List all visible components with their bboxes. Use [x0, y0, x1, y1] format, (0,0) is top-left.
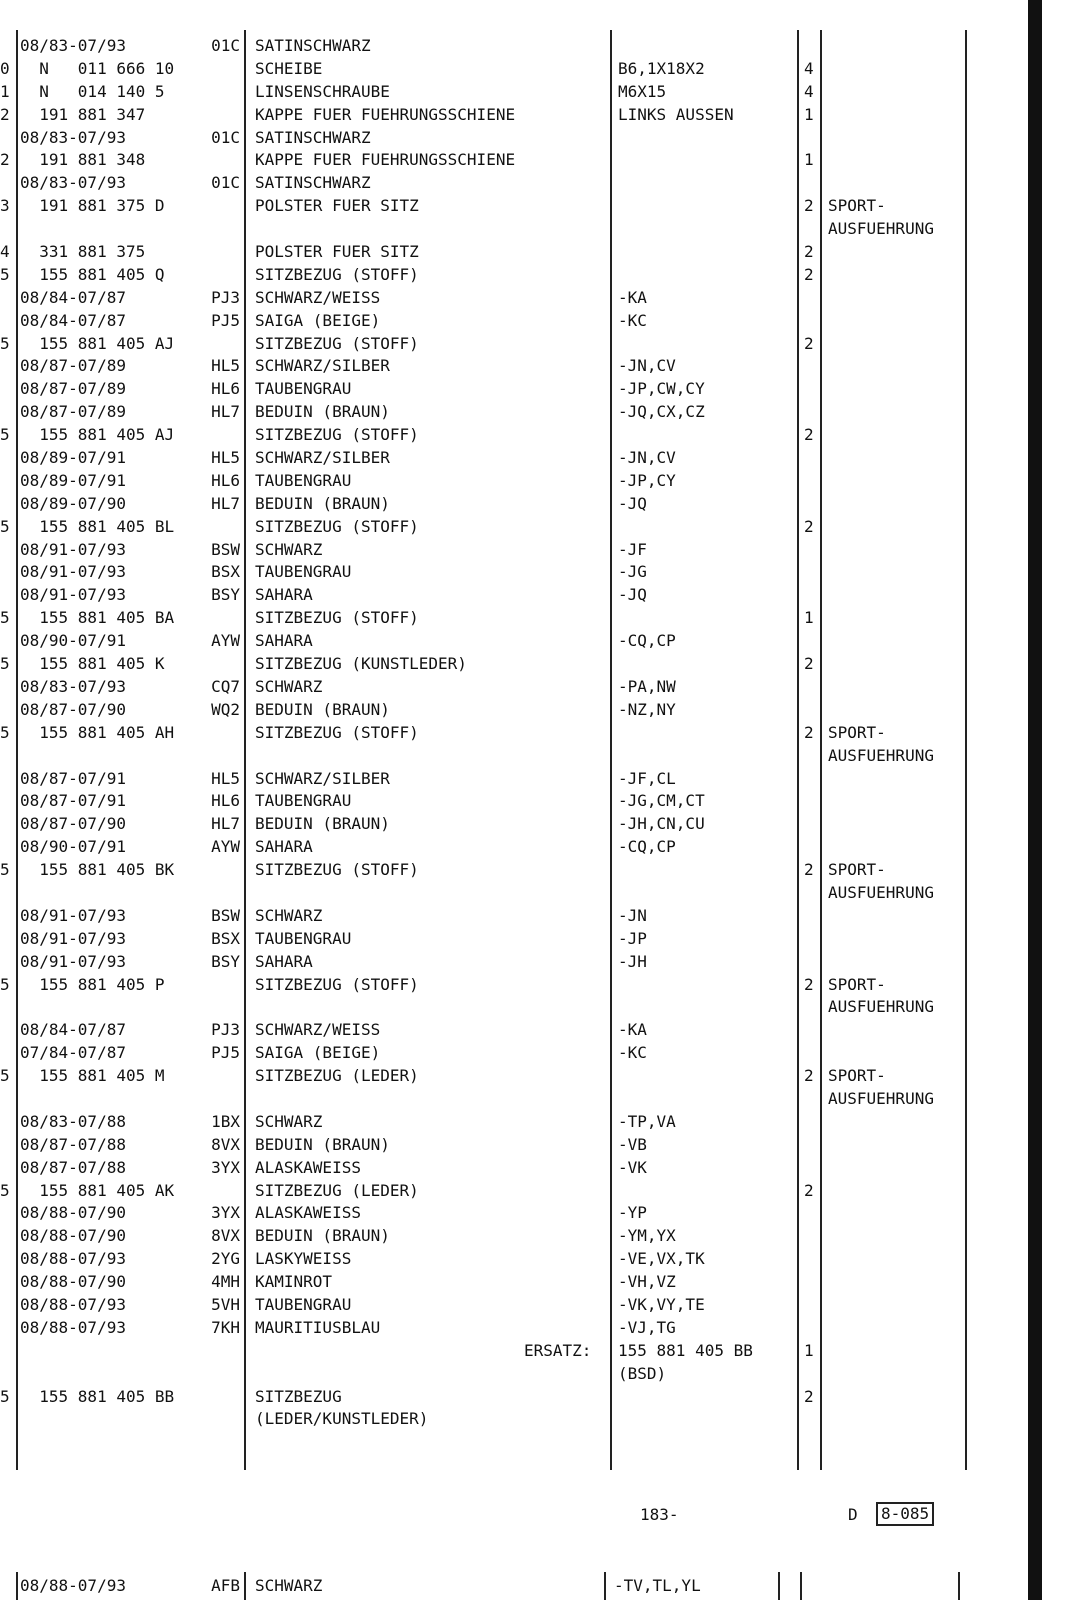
part-number: 08/88-07/93 — [20, 1317, 126, 1337]
part-number: 08/91-07/93 — [20, 562, 126, 582]
table-row — [0, 81, 1040, 104]
table-row — [0, 1180, 1040, 1203]
description: SCHWARZ/WEISS — [255, 1020, 381, 1040]
table-row — [0, 1294, 1040, 1317]
description: KAPPE FUER FUEHRUNGSSCHIENE — [255, 150, 516, 170]
color-code: HL5 — [211, 768, 240, 788]
description: SITZBEZUG (KUNSTLEDER) — [255, 654, 467, 674]
description: BEDUIN (BRAUN) — [255, 699, 390, 719]
description: KAMINROT — [255, 1272, 333, 1292]
remark: -JP,CY — [618, 470, 676, 490]
description: SCHWARZ/SILBER — [255, 356, 390, 376]
table-row — [0, 1271, 1040, 1294]
color-code: 3YX — [211, 1157, 240, 1177]
color-code: HL5 — [211, 448, 240, 468]
description: BEDUIN (BRAUN) — [255, 493, 390, 513]
description: TAUBENGRAU — [255, 470, 352, 490]
description: SITZBEZUG (STOFF) — [255, 722, 419, 742]
table-row — [0, 905, 1040, 928]
remark: -JF,CL — [618, 768, 676, 788]
bottom-row-code: AFB — [211, 1576, 240, 1595]
quantity: 1 — [804, 104, 814, 124]
footer-letter: D — [848, 1505, 858, 1524]
color-code: 4MH — [211, 1272, 240, 1292]
part-number: 08/83-07/88 — [20, 1111, 126, 1131]
description: SITZBEZUG (STOFF) — [255, 333, 419, 353]
remark: B6,1X18X2 — [618, 58, 705, 78]
table-row — [0, 539, 1040, 562]
quantity: 2 — [804, 860, 814, 880]
table-row — [0, 630, 1040, 653]
part-number: 08/91-07/93 — [20, 585, 126, 605]
position-number: 1 — [0, 81, 10, 101]
remark: -VB — [618, 1134, 647, 1154]
part-number: 08/88-07/93 — [20, 1249, 126, 1269]
bottom-row-remark: -TV,TL,YL — [614, 1576, 701, 1595]
description: KAPPE FUER FUEHRUNGSSCHIENE — [255, 104, 516, 124]
part-number: 08/91-07/93 — [20, 539, 126, 559]
description: SATINSCHWARZ — [255, 127, 371, 147]
part-number: 08/90-07/91 — [20, 837, 126, 857]
remark: -JG,CM,CT — [618, 791, 705, 811]
color-code: 2YG — [211, 1249, 240, 1269]
table-row — [0, 653, 1040, 676]
description: SCHWARZ — [255, 539, 323, 559]
part-number: 08/91-07/93 — [20, 951, 126, 971]
part-number: 08/88-07/90 — [20, 1226, 126, 1246]
color-code: AYW — [211, 631, 240, 651]
part-number: 08/84-07/87 — [20, 310, 126, 330]
description: TAUBENGRAU — [255, 1294, 352, 1314]
color-code: 3YX — [211, 1203, 240, 1223]
part-number: 08/89-07/90 — [20, 493, 126, 513]
part-number: 191 881 375 D — [20, 196, 165, 216]
table-row — [0, 882, 1040, 905]
part-number: 08/91-07/93 — [20, 928, 126, 948]
color-code: 8VX — [211, 1226, 240, 1246]
color-code: HL6 — [211, 791, 240, 811]
remark: -JQ — [618, 585, 647, 605]
description: SATINSCHWARZ — [255, 36, 371, 55]
color-code: 01C — [211, 127, 240, 147]
table-row — [0, 149, 1040, 172]
part-number: 191 881 347 — [20, 104, 146, 124]
table-row — [0, 287, 1040, 310]
part-number: 08/83-07/93 — [20, 127, 126, 147]
color-code: CQ7 — [211, 676, 240, 696]
color-code: BSX — [211, 928, 240, 948]
table-row — [0, 264, 1040, 287]
part-number: 08/87-07/90 — [20, 814, 126, 834]
color-code: 7KH — [211, 1317, 240, 1337]
part-number: 08/87-07/89 — [20, 379, 126, 399]
part-number: 08/84-07/87 — [20, 1020, 126, 1040]
remark: -CQ,CP — [618, 631, 676, 651]
table-row — [0, 1111, 1040, 1134]
remark: -JN — [618, 905, 647, 925]
description: SITZBEZUG (STOFF) — [255, 860, 419, 880]
table-row — [0, 35, 1040, 58]
part-number: 155 881 405 BK — [20, 860, 175, 880]
part-number: 08/90-07/91 — [20, 631, 126, 651]
part-number: 08/88-07/93 — [20, 1294, 126, 1314]
remark: -KC — [618, 310, 647, 330]
part-number: 08/87-07/91 — [20, 768, 126, 788]
quantity: 2 — [804, 425, 814, 445]
part-number: 08/87-07/91 — [20, 791, 126, 811]
table-row — [0, 218, 1040, 241]
description: (LEDER/KUNSTLEDER) — [255, 1409, 429, 1429]
color-code: 01C — [211, 173, 240, 193]
color-code: PJ5 — [211, 1043, 240, 1063]
table-row — [0, 1340, 1040, 1363]
description: BEDUIN (BRAUN) — [255, 1226, 390, 1246]
table-row — [0, 836, 1040, 859]
description: SITZBEZUG (LEDER) — [255, 1066, 419, 1086]
part-number: 191 881 348 — [20, 150, 146, 170]
part-number: 08/83-07/93 — [20, 676, 126, 696]
description: SAHARA — [255, 951, 313, 971]
remark: -KA — [618, 287, 647, 307]
remark: -JH — [618, 951, 647, 971]
table-row — [0, 1134, 1040, 1157]
description: SITZBEZUG (STOFF) — [255, 608, 419, 628]
bottom-row-desc: SCHWARZ — [255, 1576, 323, 1595]
table-row — [0, 470, 1040, 493]
part-number: 08/87-07/89 — [20, 356, 126, 376]
table-row — [0, 355, 1040, 378]
description: BEDUIN (BRAUN) — [255, 1134, 390, 1154]
description: SAIGA (BEIGE) — [255, 310, 381, 330]
part-number: 155 881 405 K — [20, 654, 165, 674]
page-reference-box: 8-085 — [876, 1502, 934, 1526]
table-row — [0, 1248, 1040, 1271]
table-row — [0, 561, 1040, 584]
description: LINSENSCHRAUBE — [255, 81, 390, 101]
table-row — [0, 676, 1040, 699]
model-note: SPORT- AUSFUEHRUNG — [828, 196, 934, 239]
position-number: 5 — [0, 264, 10, 284]
description: SITZBEZUG (STOFF) — [255, 425, 419, 445]
quantity: 2 — [804, 1180, 814, 1200]
part-number: 155 881 405 BB — [20, 1386, 175, 1406]
part-number: 08/88-07/90 — [20, 1203, 126, 1223]
remark: M6X15 — [618, 81, 667, 101]
part-number: 08/88-07/90 — [20, 1272, 126, 1292]
description: SITZBEZUG (STOFF) — [255, 264, 419, 284]
table-row — [0, 768, 1040, 791]
quantity: 1 — [804, 150, 814, 170]
description: SCHWARZ — [255, 1111, 323, 1131]
part-number: 155 881 405 AJ — [20, 333, 175, 353]
description: SCHWARZ/SILBER — [255, 448, 390, 468]
part-number: 155 881 405 BL — [20, 516, 175, 536]
position-number: 5 — [0, 608, 10, 628]
color-code: HL5 — [211, 356, 240, 376]
description: SAHARA — [255, 585, 313, 605]
position-number: 5 — [0, 860, 10, 880]
color-code: AYW — [211, 837, 240, 857]
part-number: 155 881 405 AH — [20, 722, 175, 742]
remark: (BSD) — [618, 1363, 667, 1383]
remark: -YM,YX — [618, 1226, 676, 1246]
quantity: 2 — [804, 722, 814, 742]
quantity: 2 — [804, 974, 814, 994]
description: TAUBENGRAU — [255, 928, 352, 948]
position-number: 5 — [0, 1386, 10, 1406]
remark: -CQ,CP — [618, 837, 676, 857]
remark: -VK,VY,TE — [618, 1294, 705, 1314]
quantity: 2 — [804, 1386, 814, 1406]
remark: -VK — [618, 1157, 647, 1177]
table-row — [0, 241, 1040, 264]
description: SATINSCHWARZ — [255, 173, 371, 193]
color-code: HL6 — [211, 379, 240, 399]
color-code: 01C — [211, 36, 240, 55]
position-number: 5 — [0, 654, 10, 674]
position-number: 5 — [0, 1180, 10, 1200]
remark: -JN,CV — [618, 356, 676, 376]
quantity: 4 — [804, 58, 814, 78]
description: BEDUIN (BRAUN) — [255, 814, 390, 834]
color-code: BSW — [211, 905, 240, 925]
table-row — [0, 424, 1040, 447]
position-number: 5 — [0, 722, 10, 742]
position-number: 2 — [0, 104, 10, 124]
position-number: 0 — [0, 58, 10, 78]
position-number: 5 — [0, 333, 10, 353]
part-number: 08/87-07/88 — [20, 1157, 126, 1177]
table-row — [0, 493, 1040, 516]
position-number: 4 — [0, 242, 10, 262]
table-row — [0, 1225, 1040, 1248]
table-row — [0, 584, 1040, 607]
quantity: 4 — [804, 81, 814, 101]
description: POLSTER FUER SITZ — [255, 242, 419, 262]
part-number: 08/83-07/93 — [20, 36, 126, 55]
table-row — [0, 699, 1040, 722]
quantity: 2 — [804, 242, 814, 262]
table-row — [0, 195, 1040, 239]
remark: -YP — [618, 1203, 647, 1223]
part-number: 08/83-07/93 — [20, 173, 126, 193]
remark: -JQ,CX,CZ — [618, 402, 705, 422]
remark: -JP — [618, 928, 647, 948]
remark: -VH,VZ — [618, 1272, 676, 1292]
color-code: HL7 — [211, 493, 240, 513]
position-number: 5 — [0, 974, 10, 994]
part-number: 155 881 405 P — [20, 974, 165, 994]
quantity: 2 — [804, 264, 814, 284]
page-number: 183- — [640, 1505, 679, 1524]
remark: -PA,NW — [618, 676, 676, 696]
color-code: HL6 — [211, 470, 240, 490]
quantity: 2 — [804, 516, 814, 536]
table-row — [0, 516, 1040, 539]
part-number: 07/84-07/87 — [20, 1043, 126, 1063]
table-row — [0, 607, 1040, 630]
position-number: 5 — [0, 1066, 10, 1086]
part-number: 155 881 405 AK — [20, 1180, 175, 1200]
remark: -JN,CV — [618, 448, 676, 468]
table-row — [0, 58, 1040, 81]
description: SCHWARZ/SILBER — [255, 768, 390, 788]
description: SCHEIBE — [255, 58, 323, 78]
table-row — [0, 1042, 1040, 1065]
table-row — [0, 447, 1040, 470]
remark: 155 881 405 BB — [618, 1340, 753, 1360]
bottom-partial-row — [0, 1575, 1040, 1597]
color-code: PJ3 — [211, 1020, 240, 1040]
model-note: SPORT- AUSFUEHRUNG — [828, 1066, 934, 1108]
remark: -VJ,TG — [618, 1317, 676, 1337]
description: SAHARA — [255, 837, 313, 857]
part-number: 08/87-07/90 — [20, 699, 126, 719]
table-row — [0, 127, 1040, 150]
part-number: N 014 140 5 — [20, 81, 165, 101]
description: ALASKAWEISS — [255, 1157, 361, 1177]
quantity: 1 — [804, 608, 814, 628]
color-code: PJ3 — [211, 287, 240, 307]
remark: -JH,CN,CU — [618, 814, 705, 834]
color-code: HL7 — [211, 814, 240, 834]
remark: -VE,VX,TK — [618, 1249, 705, 1269]
table-row — [0, 813, 1040, 836]
table-row — [0, 1088, 1040, 1111]
remark: -JP,CW,CY — [618, 379, 705, 399]
remark: -JF — [618, 539, 647, 559]
position-number: 2 — [0, 150, 10, 170]
color-code: BSY — [211, 951, 240, 971]
color-code: BSY — [211, 585, 240, 605]
color-code: BSX — [211, 562, 240, 582]
model-note: SPORT- AUSFUEHRUNG — [828, 722, 934, 765]
description: SITZBEZUG (STOFF) — [255, 974, 419, 994]
bottom-row-date: 08/88-07/93 — [20, 1576, 126, 1595]
remark: -TP,VA — [618, 1111, 676, 1131]
description: SITZBEZUG (STOFF) — [255, 516, 419, 536]
part-number: 08/87-07/88 — [20, 1134, 126, 1154]
position-number: 3 — [0, 196, 10, 216]
description: SITZBEZUG — [255, 1386, 342, 1406]
table-row — [0, 1408, 1040, 1431]
table-row — [0, 1386, 1040, 1409]
description: SCHWARZ/WEISS — [255, 287, 381, 307]
quantity: 2 — [804, 654, 814, 674]
part-number: 155 881 405 BA — [20, 608, 175, 628]
table-row — [0, 790, 1040, 813]
part-number: 155 881 405 AJ — [20, 425, 175, 445]
color-code: 5VH — [211, 1294, 240, 1314]
description: SAHARA — [255, 631, 313, 651]
parts-table — [0, 35, 1040, 1431]
part-number: 08/89-07/91 — [20, 448, 126, 468]
description: SCHWARZ — [255, 905, 323, 925]
table-row — [0, 1317, 1040, 1340]
part-number: 08/87-07/89 — [20, 402, 126, 422]
scan-edge-bar — [1028, 0, 1042, 1600]
description: BEDUIN (BRAUN) — [255, 402, 390, 422]
table-row — [0, 333, 1040, 356]
description: TAUBENGRAU — [255, 791, 352, 811]
table-row — [0, 859, 1040, 902]
quantity: 2 — [804, 333, 814, 353]
part-number: 08/84-07/87 — [20, 287, 126, 307]
table-row — [0, 172, 1040, 195]
description: SCHWARZ — [255, 676, 323, 696]
remark: -KC — [618, 1043, 647, 1063]
part-number: 155 881 405 Q — [20, 264, 165, 284]
position-number: 5 — [0, 516, 10, 536]
description: SITZBEZUG (LEDER) — [255, 1180, 419, 1200]
description: POLSTER FUER SITZ — [255, 196, 419, 216]
part-number: 08/91-07/93 — [20, 905, 126, 925]
table-row — [0, 1363, 1040, 1386]
table-row — [0, 1202, 1040, 1225]
remark: -JG — [618, 562, 647, 582]
color-code: HL7 — [211, 402, 240, 422]
quantity: 1 — [804, 1340, 814, 1360]
table-row — [0, 974, 1040, 1017]
description: ALASKAWEISS — [255, 1203, 361, 1223]
table-row — [0, 401, 1040, 424]
quantity: 2 — [804, 1066, 814, 1086]
part-number: 08/89-07/91 — [20, 470, 126, 490]
color-code: WQ2 — [211, 699, 240, 719]
description: TAUBENGRAU — [255, 379, 352, 399]
table-row — [0, 722, 1040, 765]
color-code: 1BX — [211, 1111, 240, 1131]
description: SAIGA (BEIGE) — [255, 1043, 381, 1063]
part-number: 331 881 375 — [20, 242, 146, 262]
table-row — [0, 996, 1040, 1019]
table-row — [0, 1019, 1040, 1042]
color-code: PJ5 — [211, 310, 240, 330]
remark: -JQ — [618, 493, 647, 513]
table-row — [0, 745, 1040, 768]
table-row — [0, 104, 1040, 127]
table-row — [0, 928, 1040, 951]
replacement-label: ERSATZ: — [524, 1340, 592, 1360]
description: TAUBENGRAU — [255, 562, 352, 582]
color-code: BSW — [211, 539, 240, 559]
model-note: SPORT- AUSFUEHRUNG — [828, 974, 934, 1017]
quantity: 2 — [804, 196, 814, 216]
table-row — [0, 951, 1040, 974]
part-number: N 011 666 10 — [20, 58, 175, 78]
remark: LINKS AUSSEN — [618, 104, 734, 124]
model-note: SPORT- AUSFUEHRUNG — [828, 860, 934, 902]
table-row — [0, 1065, 1040, 1108]
table-row — [0, 378, 1040, 401]
table-row — [0, 1157, 1040, 1180]
part-number: 155 881 405 M — [20, 1066, 165, 1086]
table-row — [0, 310, 1040, 333]
description: MAURITIUSBLAU — [255, 1317, 381, 1337]
color-code: 8VX — [211, 1134, 240, 1154]
remark: -KA — [618, 1020, 647, 1040]
position-number: 5 — [0, 425, 10, 445]
description: LASKYWEISS — [255, 1249, 352, 1269]
remark: -NZ,NY — [618, 699, 676, 719]
